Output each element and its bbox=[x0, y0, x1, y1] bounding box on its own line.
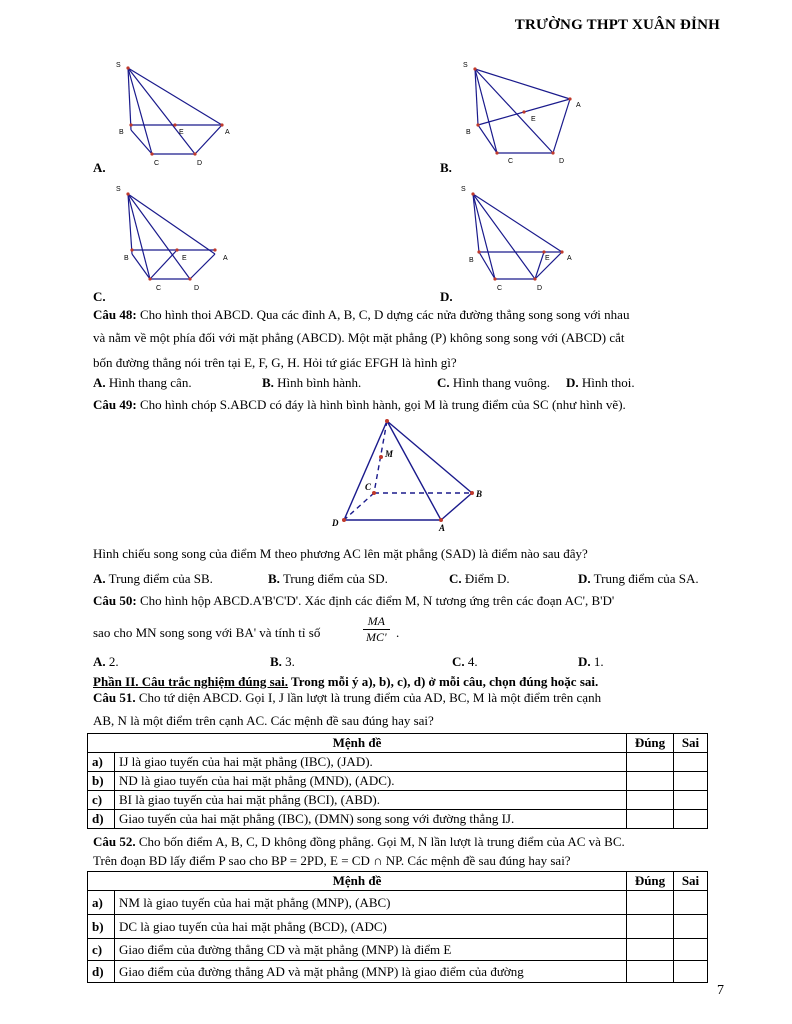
row-key: a) bbox=[88, 753, 115, 772]
option-key: B. bbox=[268, 571, 280, 586]
label-e: E bbox=[531, 116, 536, 123]
false-cell[interactable] bbox=[674, 772, 708, 791]
label-d: D bbox=[537, 285, 543, 292]
label-s: S bbox=[116, 186, 121, 193]
label-e: E bbox=[179, 129, 184, 136]
option-key: C. bbox=[452, 654, 465, 669]
label-a: A bbox=[225, 129, 230, 136]
label-b: B bbox=[466, 129, 471, 136]
q52-line-1 bbox=[93, 834, 625, 850]
false-cell[interactable] bbox=[674, 891, 708, 915]
q48-option-d bbox=[566, 375, 635, 391]
header-statement: Mệnh đề bbox=[88, 872, 627, 891]
q49-option-c bbox=[449, 571, 510, 587]
q51-number: Câu 51. bbox=[93, 690, 136, 705]
q48-option-b bbox=[262, 375, 361, 391]
row-statement: Giao tuyến của hai mặt phẳng (IBC), (DMN) song song với đường thẳng IJ. bbox=[115, 810, 627, 829]
label-a: A bbox=[439, 523, 446, 533]
table-header-row bbox=[88, 872, 708, 891]
option-key: B. bbox=[270, 654, 282, 669]
label-a: A bbox=[567, 255, 572, 262]
option-key: D. bbox=[578, 571, 591, 586]
q52-text-1: Cho bốn điểm A, B, C, D không đồng phẳng. Gọi M, N lần lượt là trung điểm của AC và BC. bbox=[138, 834, 625, 849]
label-b: B bbox=[469, 257, 474, 264]
label-a: A bbox=[576, 102, 581, 109]
option-text: 3. bbox=[285, 654, 295, 669]
fraction-denominator: MC' bbox=[366, 630, 387, 644]
false-cell[interactable] bbox=[674, 915, 708, 939]
true-cell[interactable] bbox=[627, 891, 674, 915]
option-text: Trung điểm của SD. bbox=[282, 571, 388, 586]
true-cell[interactable] bbox=[627, 753, 674, 772]
true-cell[interactable] bbox=[627, 772, 674, 791]
header-statement: Mệnh đề bbox=[88, 734, 627, 753]
q48-text-2: và nằm về một phía đối với mặt phẳng (ABCD). Một mặt phẳng (P) không song song với (ABCD) cắt bbox=[93, 330, 625, 345]
q50-line-1 bbox=[93, 593, 614, 609]
q50-option-a bbox=[93, 654, 119, 670]
page-number: 7 bbox=[717, 983, 724, 998]
true-cell[interactable] bbox=[627, 939, 674, 961]
option-key: C. bbox=[449, 571, 462, 586]
label-c: C bbox=[154, 160, 160, 167]
option-key: D. bbox=[566, 375, 579, 390]
q50-text-2: sao cho MN song song với BA' và tính tỉ số bbox=[93, 625, 321, 640]
label-d: D bbox=[197, 160, 203, 167]
row-key: b) bbox=[88, 772, 115, 791]
table-row bbox=[88, 915, 708, 939]
q49-pyramid-figure bbox=[325, 413, 495, 538]
q49-option-a bbox=[93, 571, 213, 587]
true-cell[interactable] bbox=[627, 810, 674, 829]
q48-number: Câu 48: bbox=[93, 307, 137, 322]
true-cell[interactable] bbox=[627, 791, 674, 810]
q49-text-2: Hình chiếu song song của điểm M theo phương AC lên mặt phẳng (SAD) là điểm nào sau đây? bbox=[93, 546, 588, 561]
q50-option-d bbox=[578, 654, 604, 670]
q50-period: . bbox=[396, 625, 400, 640]
q48-text-1: Cho hình thoi ABCD. Qua các đỉnh A, B, C, D dựng các nửa đường thẳng song song với nhau bbox=[139, 307, 630, 322]
row-statement: IJ là giao tuyến của hai mặt phẳng (IBC), (JAD). bbox=[115, 753, 627, 772]
option-key: C. bbox=[437, 375, 450, 390]
label-c: C bbox=[497, 285, 503, 292]
q50-option-c bbox=[452, 654, 478, 670]
fraction-numerator: MA bbox=[363, 614, 390, 630]
q49-number: Câu 49: bbox=[93, 397, 137, 412]
q51-text-2: AB, N là một điểm trên cạnh AC. Các mệnh đề sau đúng hay sai? bbox=[93, 713, 434, 728]
false-cell[interactable] bbox=[674, 939, 708, 961]
label-c: C bbox=[508, 158, 514, 165]
q49-option-d bbox=[578, 571, 699, 587]
option-text: 4. bbox=[467, 654, 478, 669]
option-text: Hình thang cân. bbox=[108, 375, 192, 390]
row-key: b) bbox=[88, 915, 115, 939]
label-c: C bbox=[365, 482, 372, 492]
table-row bbox=[88, 891, 708, 915]
row-statement: BI là giao tuyến của hai mặt phẳng (BCI), (ABD). bbox=[115, 791, 627, 810]
q50-text-1: Cho hình hộp ABCD.A'B'C'D'. Xác định các điểm M, N tương ứng trên các đoạn AC', B'D' bbox=[139, 593, 615, 608]
table-row bbox=[88, 939, 708, 961]
figure-option-c-label: C. bbox=[93, 289, 106, 304]
figure-option-d-label: D. bbox=[440, 289, 453, 304]
label-d: D bbox=[332, 518, 339, 528]
row-statement: DC là giao tuyến của hai mặt phẳng (BCD), (ADC) bbox=[115, 915, 627, 939]
header-false: Sai bbox=[674, 734, 708, 753]
label-b: B bbox=[476, 489, 483, 499]
label-a: A bbox=[223, 255, 228, 262]
option-text: Điểm D. bbox=[464, 571, 510, 586]
part2-heading bbox=[93, 674, 598, 690]
figure-option-b bbox=[455, 55, 595, 170]
q49-text-1: Cho hình chóp S.ABCD có đáy là hình bình hành, gọi M là trung điểm của SC (như hình vẽ). bbox=[139, 397, 626, 412]
q52-table bbox=[87, 871, 708, 983]
q52-number: Câu 52. bbox=[93, 834, 136, 849]
table-row bbox=[88, 961, 708, 983]
option-key: A. bbox=[93, 571, 106, 586]
row-key: c) bbox=[88, 791, 115, 810]
q51-line-1 bbox=[93, 690, 601, 706]
row-statement: ND là giao tuyến của hai mặt phẳng (MND), (ADC). bbox=[115, 772, 627, 791]
figure-option-c bbox=[110, 182, 250, 297]
label-s: S bbox=[463, 62, 468, 69]
table-row bbox=[88, 772, 708, 791]
option-text: Hình bình hành. bbox=[277, 375, 362, 390]
label-s: S bbox=[461, 186, 466, 193]
row-key: d) bbox=[88, 810, 115, 829]
label-d: D bbox=[194, 285, 200, 292]
q50-option-b bbox=[270, 654, 295, 670]
q48-line-1 bbox=[93, 307, 629, 323]
option-text: Hình thoi. bbox=[581, 375, 635, 390]
row-key: c) bbox=[88, 939, 115, 961]
table-row bbox=[88, 753, 708, 772]
false-cell[interactable] bbox=[674, 961, 708, 983]
q50-number: Câu 50: bbox=[93, 593, 137, 608]
option-key: D. bbox=[578, 654, 591, 669]
true-cell[interactable] bbox=[627, 915, 674, 939]
option-key: A. bbox=[93, 375, 106, 390]
option-text: 2. bbox=[108, 654, 119, 669]
option-text: Trung điểm của SA. bbox=[593, 571, 699, 586]
option-text: Hình thang vuông. bbox=[452, 375, 551, 390]
q49-line-1 bbox=[93, 397, 626, 413]
figure-option-a bbox=[110, 55, 250, 170]
label-c: C bbox=[156, 285, 162, 292]
part2-title: Phần II. Câu trắc nghiệm đúng sai. bbox=[93, 674, 289, 689]
option-text: 1. bbox=[593, 654, 604, 669]
label-s: S bbox=[116, 62, 121, 69]
false-cell[interactable] bbox=[674, 753, 708, 772]
false-cell[interactable] bbox=[674, 791, 708, 810]
row-key: a) bbox=[88, 891, 115, 915]
option-key: B. bbox=[262, 375, 274, 390]
row-statement: NM là giao tuyến của hai mặt phẳng (MNP), (ABC) bbox=[115, 891, 627, 915]
true-cell[interactable] bbox=[627, 961, 674, 983]
row-key: d) bbox=[88, 961, 115, 983]
label-e: E bbox=[182, 255, 187, 262]
page-header: TRƯỜNG THPT XUÂN ĐỈNH bbox=[514, 17, 720, 33]
table-row bbox=[88, 810, 708, 829]
q49-option-b bbox=[268, 571, 388, 587]
part2-rest: Trong mỗi ý a), b), c), d) ở mỗi câu, chọn đúng hoặc sai. bbox=[288, 674, 599, 689]
label-b: B bbox=[119, 129, 124, 136]
false-cell[interactable] bbox=[674, 810, 708, 829]
table-row bbox=[88, 791, 708, 810]
q52-text-2: Trên đoạn BD lấy điểm P sao cho BP = 2PD, E = CD ∩ NP. Các mệnh đề sau đúng hay sai? bbox=[93, 853, 571, 868]
row-statement: Giao điểm của đường thẳng AD và mặt phẳng (MNP) là giao điểm của đường bbox=[115, 961, 627, 983]
header-true: Đúng bbox=[627, 872, 674, 891]
header-true: Đúng bbox=[627, 734, 674, 753]
label-d: D bbox=[559, 158, 565, 165]
row-statement: Giao điểm của đường thẳng CD và mặt phẳng (MNP) là điểm E bbox=[115, 939, 627, 961]
q51-table bbox=[87, 733, 708, 829]
label-e: E bbox=[545, 255, 550, 262]
option-text: Trung điểm của SB. bbox=[108, 571, 213, 586]
header-false: Sai bbox=[674, 872, 708, 891]
label-m: M bbox=[385, 449, 394, 459]
table-header-row bbox=[88, 734, 708, 753]
option-key: A. bbox=[93, 654, 106, 669]
figure-option-d bbox=[455, 182, 595, 297]
q48-text-3: bốn đường thẳng nói trên tại E, F, G, H. Hỏi tứ giác EFGH là hình gì? bbox=[93, 355, 457, 370]
q48-option-a bbox=[93, 375, 192, 391]
figure-option-a-label: A. bbox=[93, 160, 106, 175]
q48-option-c bbox=[437, 375, 550, 391]
label-b: B bbox=[124, 255, 129, 262]
q51-text-1: Cho tứ diện ABCD. Gọi I, J lần lượt là trung điểm của AD, BC, M là một điểm trên cạnh bbox=[138, 690, 602, 705]
q50-fraction bbox=[363, 614, 390, 645]
figure-option-b-label: B. bbox=[440, 160, 452, 175]
